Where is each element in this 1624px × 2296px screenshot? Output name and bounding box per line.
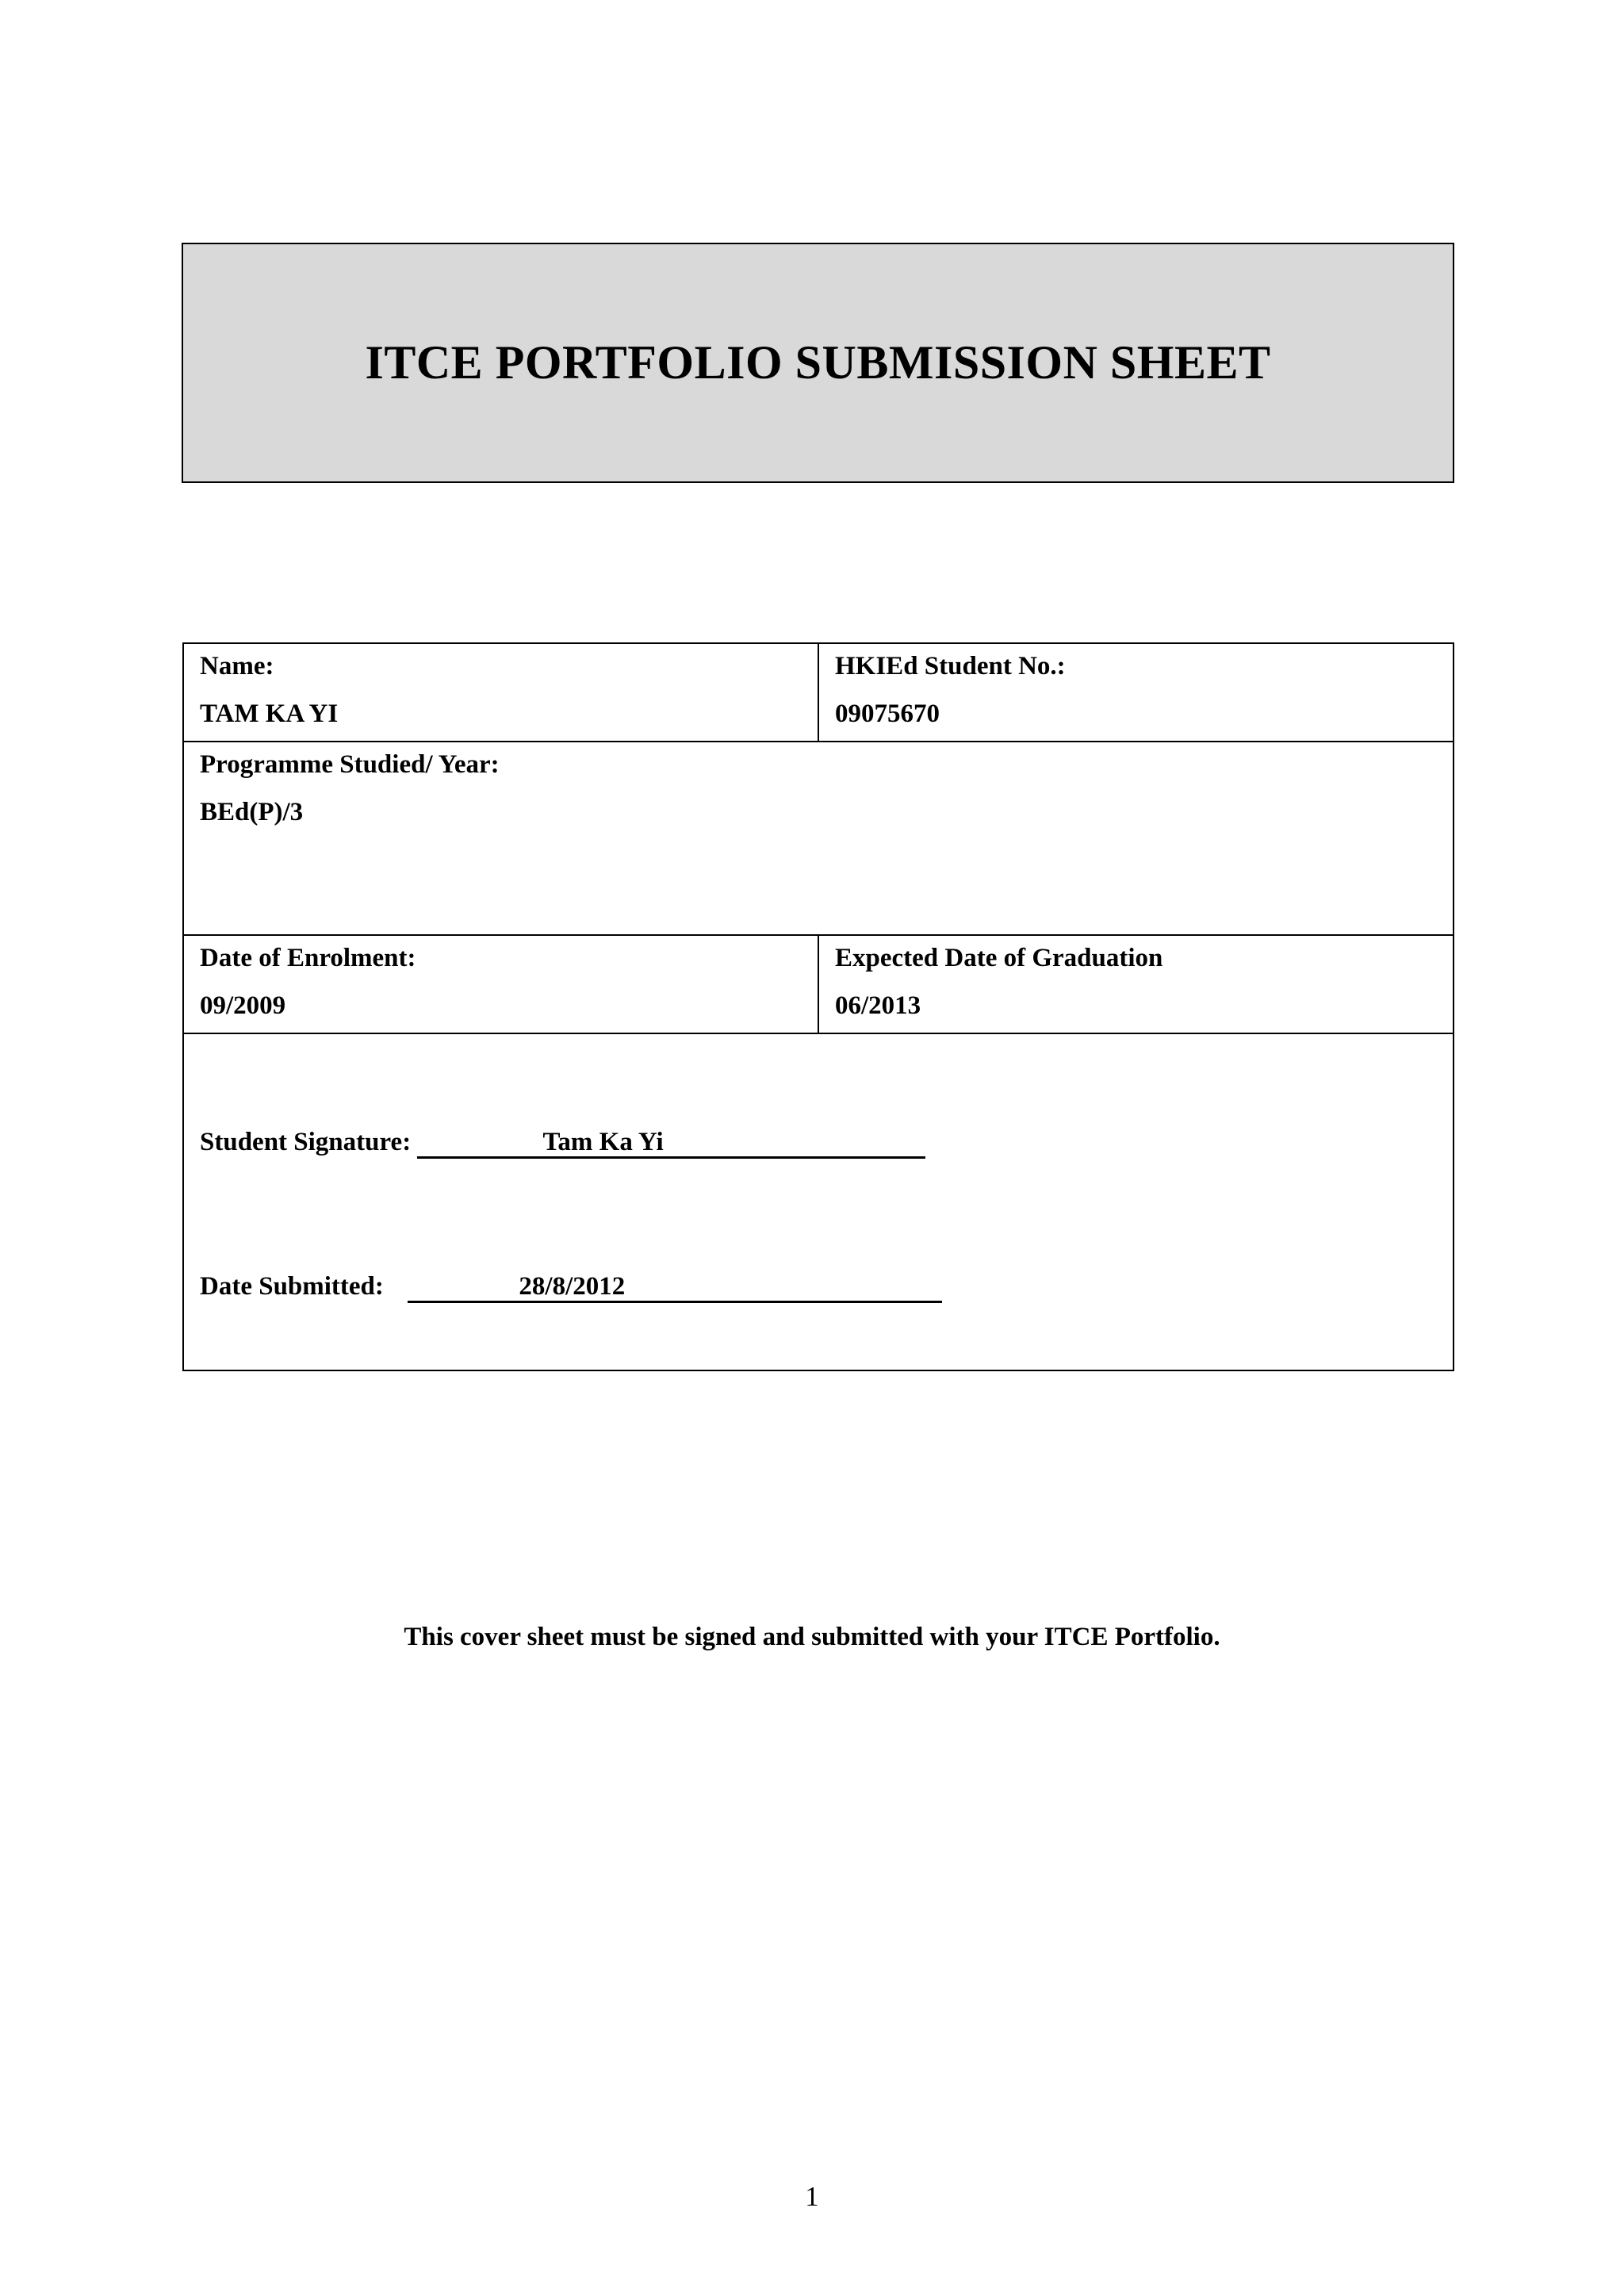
enrolment-value: 09/2009 [200, 991, 286, 1020]
programme-label: Programme Studied/ Year: [200, 750, 500, 779]
enrolment-label: Date of Enrolment: [200, 944, 416, 972]
graduation-cell [819, 936, 1453, 1033]
title-box [182, 243, 1454, 483]
submission-form-table [182, 642, 1454, 1371]
name-cell [184, 644, 819, 741]
signature-field [200, 1128, 925, 1159]
graduation-value: 06/2013 [835, 991, 921, 1020]
student-no-label: HKIEd Student No.: [835, 652, 1066, 680]
date-submitted-line [408, 1272, 942, 1303]
date-submitted-field [200, 1272, 942, 1303]
signature-line [417, 1128, 925, 1159]
signature-value: Tam Ka Yi [542, 1128, 664, 1156]
date-submitted-label: Date Submitted: [200, 1272, 384, 1301]
form-row-programme [184, 742, 1453, 936]
signature-cell [184, 1034, 1453, 1370]
page-title: ITCE PORTFOLIO SUBMISSION SHEET [365, 336, 1271, 389]
programme-value: BEd(P)/3 [200, 798, 304, 826]
name-value: TAM KA YI [200, 700, 339, 728]
date-submitted-value: 28/8/2012 [519, 1272, 626, 1301]
student-no-value: 09075670 [835, 700, 940, 728]
form-row-dates [184, 936, 1453, 1034]
form-row-signature [184, 1034, 1453, 1370]
form-row-name [184, 644, 1453, 742]
student-no-cell [819, 644, 1453, 741]
programme-cell [184, 742, 1453, 934]
signature-label: Student Signature: [200, 1128, 412, 1156]
footnote: This cover sheet must be signed and submitted with your ITCE Portfolio. [404, 1623, 1220, 1651]
graduation-label: Expected Date of Graduation [835, 944, 1163, 972]
enrolment-cell [184, 936, 819, 1033]
page-number: 1 [805, 2181, 819, 2212]
name-label: Name: [200, 652, 274, 680]
